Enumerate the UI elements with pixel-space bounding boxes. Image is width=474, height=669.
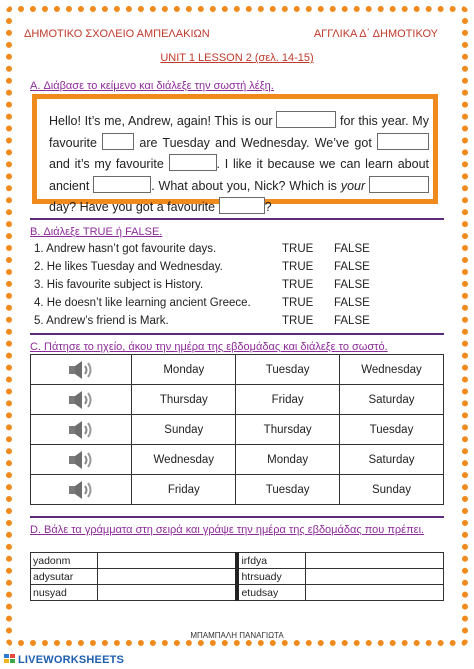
speaker-cell [31,415,132,445]
scrambled-word: adysutar [31,569,98,585]
author-name: ΜΠΑΜΠΑΛΗ ΠΑΝΑΓΙΩΤΑ [190,631,284,640]
answer-field[interactable] [97,553,235,569]
statement-2: 2. He likes Tuesday and Wednesday. [34,261,223,273]
answer-field[interactable] [305,585,443,601]
text-segment: . What about you, Nick? Which is [151,178,337,193]
speaker-icon[interactable] [66,358,96,382]
day-option[interactable]: Wednesday [339,355,443,385]
speaker-icon[interactable] [66,388,96,412]
false-option-5[interactable]: FALSE [334,315,370,327]
false-option-2[interactable]: FALSE [334,261,370,273]
section-divider [30,333,444,335]
true-option-4[interactable]: TRUE [282,297,314,309]
text-segment: day? Have you got a favourite [49,200,216,214]
true-option-3[interactable]: TRUE [282,279,314,291]
table-row [31,445,444,475]
speaker-cell [31,475,132,505]
scrambled-word: htrsuady [238,569,305,585]
unit-title [0,52,474,64]
day-option[interactable]: Saturday [339,385,443,415]
brand-logo[interactable] [4,654,124,666]
statement-5: 5. Andrew’s friend is Mark. [34,315,169,327]
day-option[interactable]: Monday [132,355,236,385]
answer-field[interactable] [305,553,443,569]
text-segment: are Tuesday and Wednesday. We’ve got [139,135,372,150]
worksheet-logo-icon [4,654,16,664]
answer-blank-1[interactable] [276,111,336,128]
scrambled-word: etudsay [238,585,305,601]
day-option[interactable]: Wednesday [132,445,236,475]
table-row [31,553,444,569]
answer-blank-4[interactable] [169,154,217,171]
true-option-1[interactable]: TRUE [282,243,314,255]
day-option[interactable]: Thursday [132,385,236,415]
reading-text-box [32,94,438,214]
false-option-4[interactable]: FALSE [334,297,370,309]
speaker-icon[interactable] [66,478,96,502]
answer-blank-5[interactable] [93,176,151,193]
table-row [31,569,444,585]
section-b-title: B. Διάλεξε TRUE ή FALSE. [30,226,163,238]
true-option-5[interactable]: TRUE [282,315,314,327]
text-segment: and it’s my favourite [49,157,164,171]
day-option[interactable]: Friday [236,385,340,415]
scrambled-word: yadonm [31,553,98,569]
text-segment-italic: your [340,178,366,193]
statement-3: 3. His favourite subject is History. [34,279,204,291]
day-option[interactable]: Tuesday [236,355,340,385]
unit-title-text: UNIT 1 LESSON 2 (σελ. 14-15) [160,52,314,64]
subject-name: ΑΓΓΛΙΚΑ Δ΄ ΔΗΜΟΤΙΚΟΥ [313,28,438,40]
section-d-title: D. Βάλε τα γράμματα στη σειρά και γράψε την ημέρα της εβδομάδας που πρέπει. [30,524,425,536]
speaker-icon[interactable] [66,448,96,472]
text-segment: ? [264,200,272,214]
table-row [31,385,444,415]
day-option[interactable]: Tuesday [236,475,340,505]
day-option[interactable]: Thursday [236,415,340,445]
statement-4: 4. He doesn’t like learning ancient Greece. [34,297,251,309]
scrambled-word: irfdya [238,553,305,569]
text-segment: for this year. My favourite [49,114,429,150]
statement-1: 1. Andrew hasn’t got favourite days. [34,243,217,255]
unscramble-table [30,552,444,601]
table-row [31,355,444,385]
section-a-title: A. Διάβασε το κείμενο και διάλεξε την σωστή λέξη. [30,80,274,92]
table-row [31,475,444,505]
speaker-cell [31,385,132,415]
true-option-2[interactable]: TRUE [282,261,314,273]
school-name: ΔΗΜΟΤΙΚΟ ΣΧΟΛΕΙΟ ΑΜΠΕΛΑΚΙΩΝ [24,28,210,40]
answer-field[interactable] [305,569,443,585]
section-c-title: C. Πάτησε το ηχείο, άκου την ημέρα της εβδομάδας και διάλεξε το σωστό. [30,341,388,353]
text-segment: Hello! It’s me, Andrew, again! This is our [49,114,273,128]
brand-name: LIVEWORKSHEETS [18,654,125,666]
listening-table [30,354,444,505]
day-option[interactable]: Sunday [339,475,443,505]
speaker-cell [31,355,132,385]
scrambled-word: nusyad [31,585,98,601]
day-option[interactable]: Sunday [132,415,236,445]
day-option[interactable]: Saturday [339,445,443,475]
section-divider [30,218,444,220]
answer-field[interactable] [97,585,235,601]
day-option[interactable]: Tuesday [339,415,443,445]
text-segment: . I like it because we can learn about ancient [49,157,429,193]
false-option-1[interactable]: FALSE [334,243,370,255]
answer-field[interactable] [97,569,235,585]
reading-paragraph [49,111,429,219]
day-option[interactable]: Friday [132,475,236,505]
section-divider [30,516,444,518]
answer-blank-7[interactable] [219,197,265,214]
table-row [31,415,444,445]
false-option-3[interactable]: FALSE [334,279,370,291]
answer-blank-3[interactable] [377,133,429,150]
answer-blank-2[interactable] [102,133,134,150]
speaker-cell [31,445,132,475]
answer-blank-6[interactable] [369,176,429,193]
table-row [31,585,444,601]
speaker-icon[interactable] [66,418,96,442]
day-option[interactable]: Monday [236,445,340,475]
